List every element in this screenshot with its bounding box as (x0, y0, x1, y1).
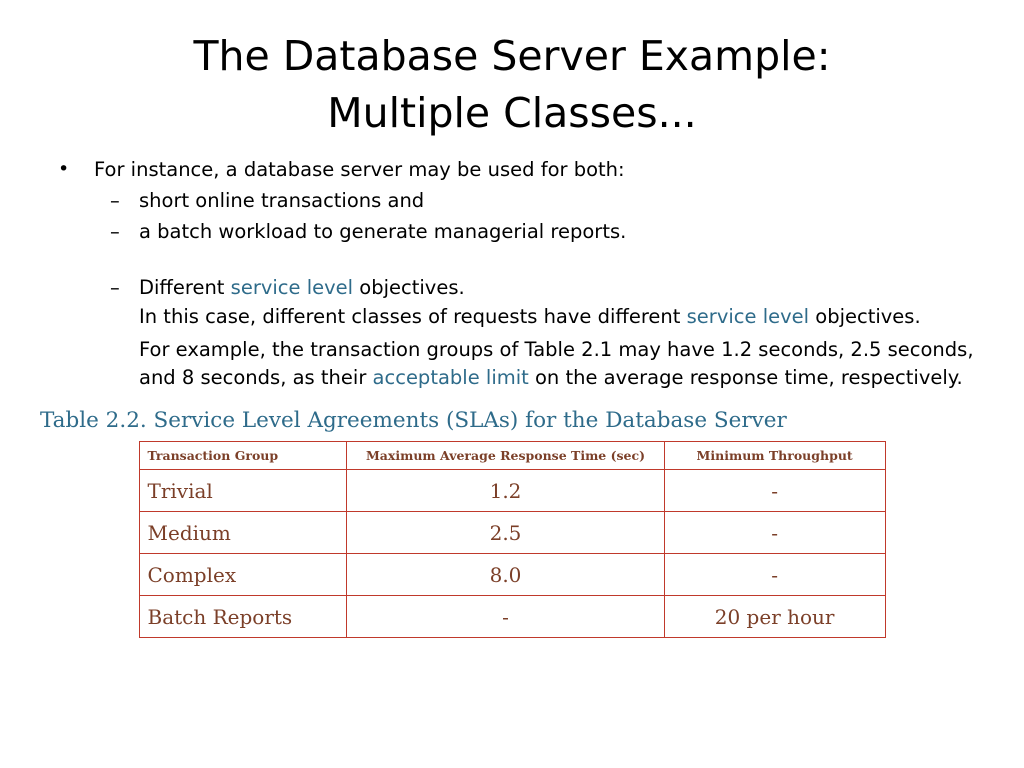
dash-marker: – (110, 219, 120, 243)
cell-throughput: - (664, 554, 885, 596)
title-line-2: Multiple Classes... (327, 88, 697, 137)
column-header-min-throughput: Minimum Throughput (664, 442, 885, 470)
dash-marker: – (110, 189, 120, 213)
slide-body (0, 141, 1024, 638)
accent-service-level: service level (230, 275, 354, 299)
cell-group: Complex (139, 554, 347, 596)
paragraph-service-level-objectives (40, 303, 984, 331)
accent-service-level: service level (686, 305, 810, 329)
column-header-max-response-time: Maximum Average Response Time (sec) (347, 442, 664, 470)
table-body (139, 470, 885, 638)
bullet-level2-batch-workload (40, 217, 984, 247)
accent-acceptable-limit: acceptable limit (372, 366, 529, 390)
text-pre: For example, the transaction groups of Table 2.1 may have 1.2 seconds, 2.5 seconds, and 8 seconds, as their (139, 338, 974, 390)
table-caption: Table 2.2. Service Level Agreements (SLAs) for the Database Server (40, 408, 787, 434)
bullet-marker: • (58, 158, 70, 181)
table-head (139, 442, 885, 470)
bullet-text: a batch workload to generate managerial reports. (139, 219, 627, 243)
cell-response-time: 2.5 (347, 512, 664, 554)
cell-response-time: - (347, 596, 664, 638)
text-post: on the average response time, respectively. (528, 366, 963, 390)
bullet-text: For instance, a database server may be used for both: (94, 158, 625, 182)
cell-throughput: - (664, 512, 885, 554)
table-header-row (139, 442, 885, 470)
bullet-text (139, 273, 984, 303)
dash-marker: – (110, 275, 120, 299)
cell-throughput: - (664, 470, 885, 512)
paragraph-example-limits (40, 336, 984, 392)
spacer (40, 247, 984, 273)
table-row (139, 596, 885, 638)
bullet-level2-different-objectives (40, 273, 984, 303)
bullet-level2-short-transactions (40, 186, 984, 216)
cell-throughput: 20 per hour (664, 596, 885, 638)
text-pre: In this case, different classes of requests have different (139, 305, 687, 329)
cell-group: Batch Reports (139, 596, 347, 638)
page-title (0, 0, 1024, 141)
text-post: objectives. (809, 305, 921, 329)
sla-table-wrapper (139, 441, 886, 638)
cell-response-time: 1.2 (347, 470, 664, 512)
table-row (139, 512, 885, 554)
cell-response-time: 8.0 (347, 554, 664, 596)
table-row (139, 554, 885, 596)
bullet-text: short online transactions and (139, 189, 425, 213)
sla-table (139, 441, 886, 638)
table-row (139, 470, 885, 512)
title-line-1: The Database Server Example: (193, 32, 831, 80)
bullet-level1-intro (40, 155, 984, 184)
column-header-transaction-group: Transaction Group (139, 442, 347, 470)
text-post: objectives. (353, 275, 465, 299)
cell-group: Trivial (139, 470, 347, 512)
text-pre: Different (139, 275, 231, 299)
cell-group: Medium (139, 512, 347, 554)
